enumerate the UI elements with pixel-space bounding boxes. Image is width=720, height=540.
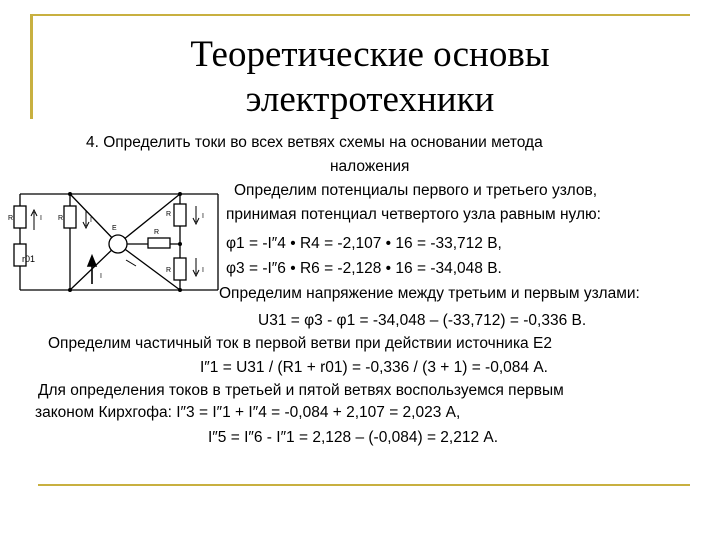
body-line-11: I″5 = I″6 - I″1 = 2,128 – (-0,084) = 2,212 А. [208, 429, 499, 446]
body-line-1: Определим потенциалы первого и третьего узлов, [234, 182, 598, 199]
svg-text:I: I [202, 213, 204, 220]
body-line-7: Определим частичный ток в первой ветви при действии источника E2 [48, 335, 552, 352]
decor-top-line [30, 14, 690, 16]
svg-text:R: R [58, 215, 64, 222]
body-line-10: законом Кирхгофа: I″3 = I″1 + I″4 = -0,084 + 2,107 = 2,023 А, [35, 404, 461, 421]
body-line-9: Для определения токов в третьей и пятой ветвях воспользуемся первым [38, 382, 564, 399]
svg-text:I: I [202, 267, 204, 274]
body-line-6: U31 = φ3 - φ1 = -34,048 – (-33,712) = -0,336 В. [258, 312, 587, 329]
svg-text:I: I [40, 215, 42, 222]
body-line-2: принимая потенциал четвертого узла равным нулю: [226, 206, 601, 223]
svg-text:I: I [90, 217, 92, 224]
body-line-8: I″1 = U31 / (R1 + r01) = -0,336 / (3 + 1) = -0,084 А. [200, 359, 548, 376]
decor-bottom-line [38, 484, 690, 486]
svg-text:R: R [166, 267, 172, 274]
title-line-1: Теоретические основы [190, 34, 550, 75]
body-line-5: Определим напряжение между третьим и первым узлами: [219, 285, 640, 302]
circuit-diagram [8, 186, 230, 298]
svg-text:I: I [100, 273, 102, 280]
body-line-4: φ3 = -I″6 • R6 = -2,128 • 16 = -34,048 В. [226, 260, 502, 277]
circuit-label-r01: r01 [22, 254, 36, 264]
body-line-3: φ1 = -I″4 • R4 = -2,107 • 16 = -33,712 В, [226, 235, 502, 252]
title-line-2: электротехники [245, 79, 495, 120]
svg-text:R: R [8, 215, 14, 222]
heading-line-2: наложения [330, 158, 410, 175]
slide-title [0, 32, 720, 122]
svg-text:E: E [112, 225, 117, 232]
svg-text:R: R [166, 211, 172, 218]
svg-text:R: R [154, 229, 160, 236]
heading-line-1: 4. Определить токи во всех ветвях схемы на основании метода [86, 134, 543, 151]
